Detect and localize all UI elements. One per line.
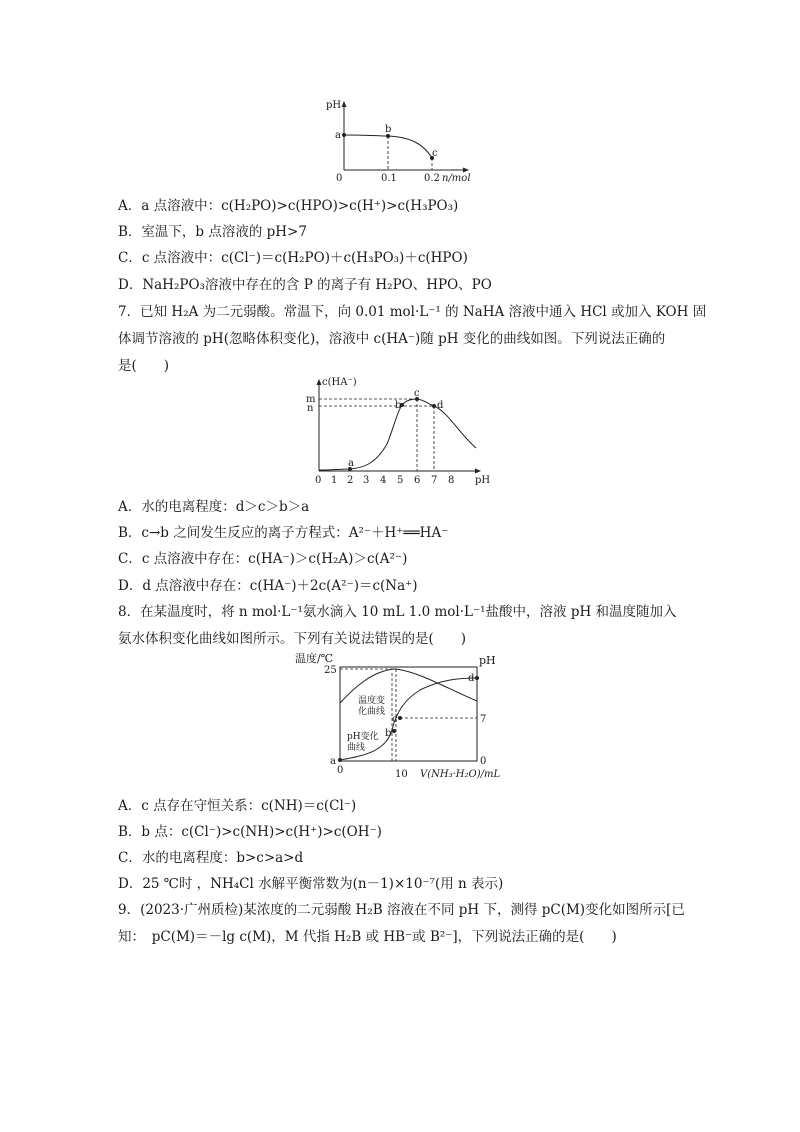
point-d bbox=[432, 404, 436, 408]
q7-option-d: D．d 点溶液中存在：c(HA⁻)＋2c(A²⁻)＝c(Na⁺) bbox=[118, 578, 418, 594]
point-label-c: c bbox=[392, 714, 398, 725]
point-label-d: d bbox=[437, 400, 444, 411]
x-tick-4: 4 bbox=[380, 475, 387, 486]
figure-temp-ph-vs-volume bbox=[290, 648, 520, 784]
q7-option-c: C．c 点溶液中存在：c(HA⁻)＞c(H₂A)＞c(A²⁻) bbox=[118, 551, 408, 567]
point-label-b: b bbox=[385, 124, 392, 135]
point-label-a: a bbox=[348, 458, 354, 469]
x-tick-0: 0 bbox=[336, 173, 343, 184]
x-tick-3: 3 bbox=[363, 475, 370, 486]
y-axis-label: c(HA⁻) bbox=[322, 377, 357, 388]
q6-option-c: C．c 点溶液中：c(Cl⁻)＝c(H₂PO)＋c(H₃PO₃)＋c(HPO) bbox=[118, 250, 468, 266]
x-tick-0: 0 bbox=[315, 475, 322, 486]
point-label-c: c bbox=[432, 148, 438, 159]
figure-ph-vs-n bbox=[320, 92, 480, 186]
x-tick-5: 5 bbox=[397, 475, 404, 486]
x-tick-2: 0.2 bbox=[424, 173, 440, 184]
x-axis-label: n/mol bbox=[442, 173, 471, 184]
q8-stem-line-1: 8．在某温度时，将 n mol·L⁻¹氨水滴入 10 mL 1.0 mol·L⁻¹盐酸中，溶液 pH 和温度随加入 bbox=[118, 604, 677, 620]
x-tick-7: 7 bbox=[431, 475, 438, 486]
x-axis-arrow bbox=[463, 168, 469, 173]
q7-stem-line-2: 体调节溶液的 pH(忽略体积变化)，溶液中 c(HA⁻)随 pH 变化的曲线如图。下列说法正确的 bbox=[118, 331, 666, 347]
y-right-label: pH bbox=[479, 654, 496, 667]
point-label-b: b bbox=[395, 400, 402, 411]
q6-option-d: D．NaH₂PO₃溶液中存在的含 P 的离子有 H₂PO、HPO、PO bbox=[118, 277, 492, 293]
x-tick-2: 2 bbox=[347, 475, 354, 486]
y-axis-arrow bbox=[317, 379, 322, 385]
y-axis-arrow bbox=[342, 101, 347, 107]
q8-option-a: A．c 点存在守恒关系：c(NH)＝c(Cl⁻) bbox=[118, 798, 357, 814]
q7-option-b: B．c→b 之间发生反应的离子方程式：A²⁻＋H⁺══HA⁻ bbox=[118, 525, 449, 541]
q7-stem-line-1: 7．已知 H₂A 为二元弱酸。常温下，向 0.01 mol·L⁻¹ 的 NaHA 溶液中通入 HCl 或加入 KOH 固 bbox=[118, 304, 707, 320]
point-a bbox=[342, 133, 346, 137]
left-tick-25: 25 bbox=[324, 665, 337, 676]
ph-curve-label-1: pH变化 bbox=[347, 732, 379, 742]
q9-stem-line-2: 知： pC(M)＝－lg c(M)，M 代指 H₂B 或 HB⁻或 B²⁻]，下列说法正确的是( ) bbox=[118, 929, 617, 945]
x-tick-6: 6 bbox=[414, 475, 421, 486]
point-label-a: a bbox=[330, 756, 336, 767]
q8-stem-line-2: 氨水体积变化曲线如图所示。下列有关说法错误的是( ) bbox=[118, 631, 467, 647]
x-tick-10: 10 bbox=[395, 769, 408, 780]
q7-stem-line-3: 是( ) bbox=[118, 358, 170, 374]
temp-curve-label-1: 温度变 bbox=[358, 696, 386, 706]
y-left-label: 温度/℃ bbox=[295, 652, 334, 665]
x-tick-8: 8 bbox=[448, 475, 455, 486]
temp-curve-label-2: 化曲线 bbox=[358, 707, 386, 717]
q9-stem-line-1: 9．(2023·广州质检)某浓度的二元弱酸 H₂B 溶液在不同 pH 下，测得 pC(M)变化如图所示[已 bbox=[118, 902, 685, 918]
point-label-b: b bbox=[385, 728, 392, 739]
x-axis-arrow bbox=[475, 469, 481, 474]
x-tick-1: 1 bbox=[331, 475, 338, 486]
x-axis-label: V(NH₃·H₂O)/mL bbox=[420, 769, 501, 780]
point-label-a: a bbox=[335, 130, 341, 141]
y-axis-label: pH bbox=[326, 100, 342, 111]
point-label-c: c bbox=[414, 388, 420, 399]
q8-option-c: C．水的电离程度：b>c>a>d bbox=[118, 850, 304, 866]
point-c bbox=[398, 716, 402, 720]
right-tick-0: 0 bbox=[480, 756, 487, 767]
y-mark-n: n bbox=[307, 403, 314, 414]
point-d bbox=[475, 676, 479, 680]
x-axis-label: pH bbox=[475, 475, 491, 486]
q6-option-b: B．室温下，b 点溶液的 pH>7 bbox=[118, 224, 307, 240]
ph-curve-label-2: 曲线 bbox=[347, 743, 366, 753]
x-tick-0: 0 bbox=[337, 765, 344, 776]
figure-cha-vs-ph bbox=[300, 372, 500, 488]
point-label-d: d bbox=[468, 673, 475, 684]
q8-option-b: B．b 点：c(Cl⁻)>c(NH)>c(H⁺)>c(OH⁻) bbox=[118, 824, 382, 840]
right-tick-7: 7 bbox=[480, 714, 487, 725]
point-a bbox=[338, 758, 342, 762]
q6-option-a: A．a 点溶液中：c(H₂PO)>c(HPO)>c(H⁺)>c(H₃PO₃) bbox=[118, 198, 459, 214]
q7-option-a: A．水的电离程度：d＞c＞b＞a bbox=[118, 499, 310, 515]
x-tick-1: 0.1 bbox=[381, 173, 397, 184]
point-b bbox=[392, 729, 396, 733]
q8-option-d: D．25 ℃时 ，NH₄Cl 水解平衡常数为(n－1)×10⁻⁷(用 n 表示) bbox=[118, 876, 504, 892]
y-mark-m: m bbox=[306, 394, 316, 405]
